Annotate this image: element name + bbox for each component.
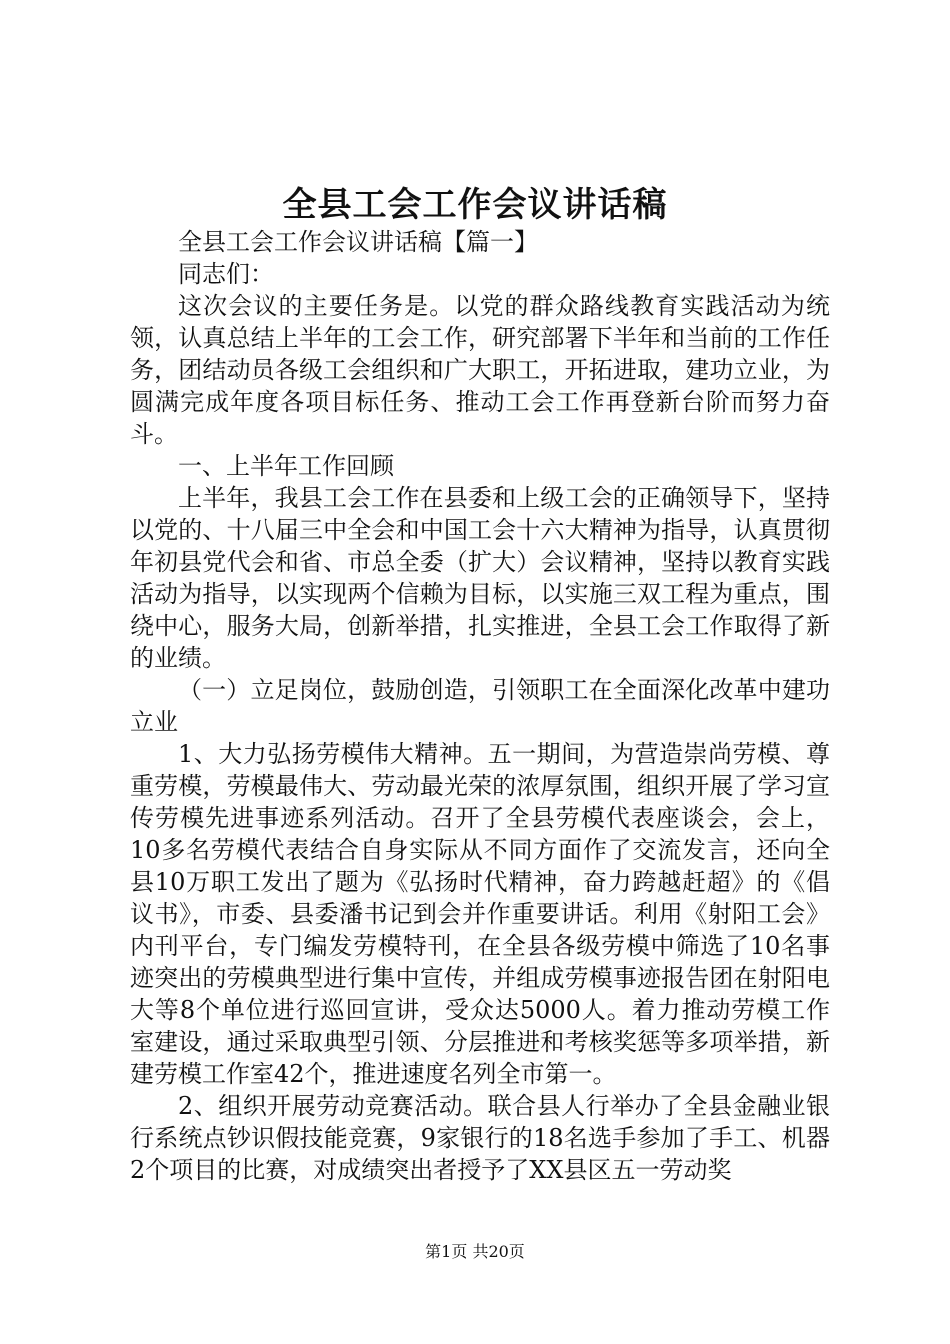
paragraph-review: 上半年，我县工会工作在县委和上级工会的正确领导下，坚持以党的、十八届三中全会和中国工会十六大精神为指导，认真贯彻年初县党代会和省、市总全委（扩大）会议精神，坚持以教育实践活动为指导，以实现两个信赖为目标，以实施三双工程为重点，围绕中心，服务大局，创新举措，扎实推进，全县工会工作取得了新的业绩。 [130,484,830,672]
subsection-heading-1: （一）立足岗位，鼓励创造，引领职工在全面深化改革中建功立业 [130,676,830,736]
page-footer: 第1页 共20页 [425,1242,525,1261]
paragraph-item-2: 2、组织开展劳动竞赛活动。联合县人行举办了全县金融业银行系统点钞识假技能竞赛，9家银行的18名选手参加了手工、机器2个项目的比赛，对成绩突出者授予了XX县区五一劳动奖 [130,1092,830,1184]
document-title: 全县工会工作会议讲话稿 [282,185,668,225]
paragraph-item-1: 1、大力弘扬劳模伟大精神。五一期间，为营造崇尚劳模、尊重劳模，劳模最伟大、劳动最光荣的浓厚氛围，组织开展了学习宣传劳模先进事迹系列活动。召开了全县劳模代表座谈会，会上，10多名劳模代表结合自身实际从不同方面作了交流发言，还向全县10万职工发出了题为《弘扬时代精神，奋力跨越赶超》的《倡议书》，市委、县委潘书记到会并作重要讲话。利用《射阳工会》内刊平台，专门编发劳模特刊，在全县各级劳模中筛选了10名事迹突出的劳模典型进行集中宣传，并组成劳模事迹报告团在射阳电大等8个单位进行巡回宣讲，受众达5000人。着力推动劳模工作室建设，通过采取典型引领、分层推进和考核奖惩等多项举措，新建劳模工作室42个，推进速度名列全市第一。 [130,740,830,1088]
paragraph-subtitle: 全县工会工作会议讲话稿【篇一】 [178,228,538,256]
document-body [130,226,830,1186]
paragraph-salutation: 同志们： [178,260,274,288]
paragraph-intro: 这次会议的主要任务是。以党的群众路线教育实践活动为统领，认真总结上半年的工会工作，研究部署下半年和当前的工作任务，团结动员各级工会组织和广大职工，开拓进取，建功立业，为圆满完成年度各项目标任务、推动工会工作再登新台阶而努力奋斗。 [130,292,830,448]
section-heading-review: 一、上半年工作回顾 [178,452,394,480]
